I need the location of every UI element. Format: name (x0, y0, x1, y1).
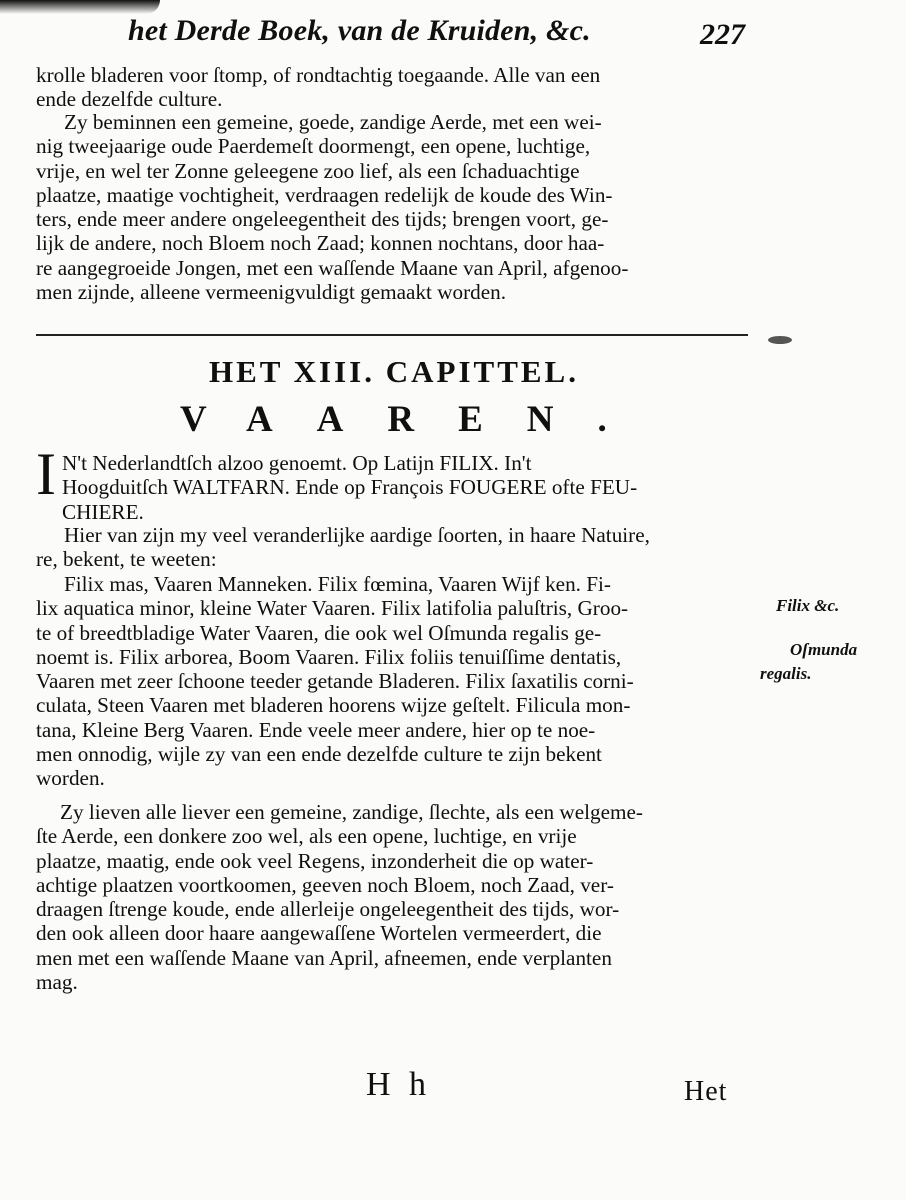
paragraph-5 (36, 572, 752, 791)
chapter-heading: HET XIII. CAPITTEL. (209, 354, 579, 389)
text-line: Filix mas, Vaaren Manneken. Filix fœmina, Vaaren Wijf ken. Fi- (64, 572, 611, 596)
text-line: re, bekent, te weeten: (36, 547, 217, 572)
text-line: ters, ende meer andere ongeleegentheit des tijds; brengen voort, ge- (36, 207, 609, 232)
text-line: Zy beminnen een gemeine, goede, zandige Aerde, met een wei- (64, 110, 602, 134)
ink-blot (768, 336, 792, 344)
text-line: nig tweejaarige oude Paerdemeſt doormengt, een opene, luchtige, (36, 134, 591, 159)
text-line: mag. (36, 970, 78, 995)
text-line: ende dezelfde culture. (36, 87, 223, 112)
margin-note: regalis. (760, 664, 812, 683)
page-edge-shadow (0, 0, 160, 14)
paragraph-2 (36, 110, 752, 304)
section-divider (36, 334, 748, 336)
text-line: men zijnde, alleene vermeenigvuldigt gemaakt worden. (36, 280, 507, 305)
page-number: 227 (700, 18, 745, 51)
margin-note: Oſmunda (790, 640, 858, 659)
text-line: men met een waſſende Maane van April, afneemen, ende verplanten (36, 945, 612, 970)
text-line: Hier van zijn my veel veranderlijke aardige ſoorten, in haare Natuire, (64, 523, 650, 547)
text-line: plaatze, maatige vochtigheit, verdraagen redelijk de koude des Win- (36, 182, 613, 207)
text-line: vrije, en wel ter Zonne geleegene zoo lief, als een ſchaduachtige (36, 158, 580, 183)
text-line: Zy lieven alle liever een gemeine, zandige, ſlechte, als een welgeme- (60, 800, 643, 824)
margin-note: Filix &c. (776, 596, 840, 615)
text-line: lix aquatica minor, kleine Water Vaaren. Filix latifolia paluſtris, Groo- (36, 596, 629, 621)
text-line: draagen ſtrenge koude, ende allerleije ongeleegentheit des tijds, wor- (36, 897, 620, 922)
text-line: ſte Aerde, een donkere zoo wel, als een opene, luchtige, en vrije (36, 824, 577, 849)
chapter-title: VAAREN. (180, 399, 651, 440)
paragraph-6 (36, 800, 752, 994)
paragraph-4 (36, 523, 752, 572)
paragraph-3 (62, 451, 752, 524)
text-line: culata, Steen Vaaren met bladeren hoorens wijze geſtelt. Filicula mon- (36, 693, 631, 718)
text-line: Vaaren met zeer ſchoone teeder getande Bladeren. Filix ſaxatilis corni- (36, 669, 634, 694)
text-line: plaatze, maatig, ende ook veel Regens, inzonderheit die op water- (36, 848, 594, 873)
running-title: het Derde Boek, van de Kruiden, &c. (128, 14, 591, 47)
text-line: Hoogduitſch WALTFARN. Ende op François FOUGERE ofte FEU- (62, 475, 638, 500)
catchword: Het (684, 1076, 728, 1107)
text-line: te of breedtbladige Water Vaaren, die ook wel Oſmunda regalis ge- (36, 620, 602, 645)
text-line: lijk de andere, noch Bloem noch Zaad; konnen nochtans, door haa- (36, 231, 605, 256)
signature-mark: H h (366, 1066, 427, 1103)
paragraph-1 (36, 63, 752, 112)
text-line: den ook alleen door haare aangewaſſene Wortelen vermeerdert, die (36, 921, 602, 946)
text-line: noemt is. Filix arborea, Boom Vaaren. Filix foliis tenuiſſime dentatis, (36, 644, 622, 669)
text-line: men onnodig, wijle zy van een ende dezelfde culture te zijn bekent (36, 742, 602, 767)
text-line: tana, Kleine Berg Vaaren. Ende veele meer andere, hier op te noe- (36, 717, 596, 742)
text-line: krolle bladeren voor ſtomp, of rondtachtig toegaande. Alle van een (36, 63, 601, 87)
text-line: worden. (36, 766, 105, 791)
text-line: achtige plaatzen voortkoomen, geeven noch Bloem, noch Zaad, ver- (36, 872, 614, 897)
drop-capital: I (36, 441, 56, 507)
text-line: N't Nederlandtſch alzoo genoemt. Op Latijn FILIX. In't (62, 451, 532, 475)
text-line: CHIERE. (62, 499, 144, 524)
text-line: re aangegroeide Jongen, met een waſſende Maane van April, afgenoo- (36, 255, 629, 280)
